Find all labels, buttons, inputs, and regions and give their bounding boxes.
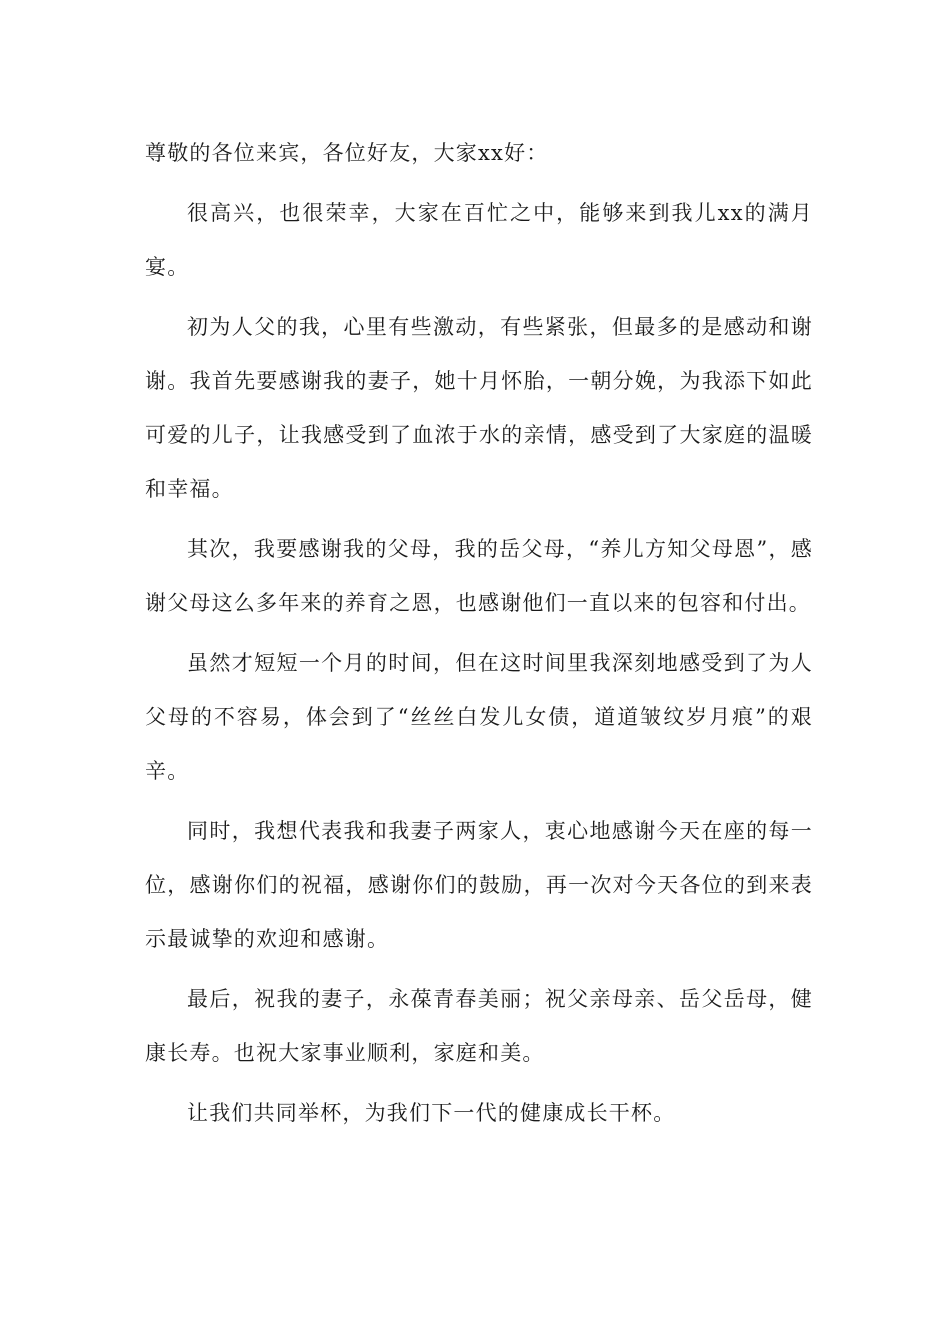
paragraph-parenthood: 虽然才短短一个月的时间，但在这时间里我深刻地感受到了为人父母的不容易，体会到了“丝丝白发儿女债，道道皱纹岁月痕”的艰辛。: [145, 651, 813, 783]
paragraph-thanks-wife: 初为人父的我，心里有些激动，有些紧张，但最多的是感动和谢谢。我首先要感谢我的妻子，她十月怀胎，一朝分娩，为我添下如此可爱的儿子，让我感受到了血浓于水的亲情，感受到了大家庭的温暖和幸福。: [145, 315, 813, 501]
paragraph-thanks-guests: 同时，我想代表我和我妻子两家人，衷心地感谢今天在座的每一位，感谢你们的祝福，感谢你们的鼓励，再一次对今天各位的到来表示最诚挚的欢迎和感谢。: [145, 819, 813, 951]
paragraph-toast: 让我们共同举杯，为我们下一代的健康成长干杯。: [187, 1101, 676, 1125]
document-body: [145, 126, 813, 1146]
paragraph-wishes: 最后，祝我的妻子，永葆青春美丽；祝父亲母亲、岳父岳母，健康长寿。也祝大家事业顺利，家庭和美。: [145, 987, 813, 1065]
salutation: 尊敬的各位来宾，各位好友，大家xx好：: [145, 141, 549, 165]
paragraph-thanks-parents: 其次，我要感谢我的父母，我的岳父母，“养儿方知父母恩”，感谢父母这么多年来的养育之恩，也感谢他们一直以来的包容和付出。: [145, 537, 813, 615]
paragraph-welcome: 很高兴，也很荣幸，大家在百忙之中，能够来到我儿xx的满月宴。: [145, 201, 813, 279]
